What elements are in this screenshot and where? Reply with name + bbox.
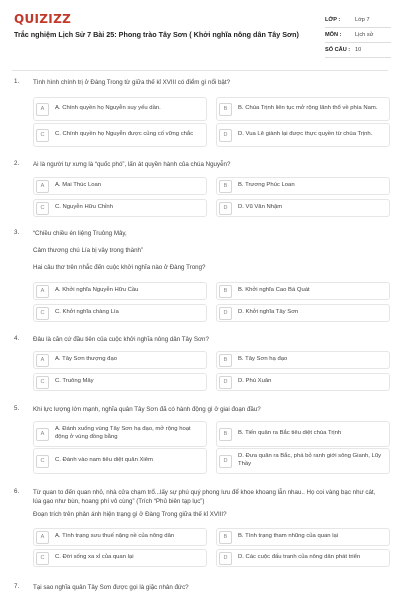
option-text: C. Đánh vào nam tiêu diệt quân Xiêm: [55, 457, 153, 464]
answer-option-a[interactable]: [33, 528, 207, 546]
option-text: A. Tây Sơn thượng đạo: [55, 356, 117, 363]
option-letter-badge: D: [219, 552, 232, 565]
question-line: “Chiều chiều én liệng Truông Mây,: [33, 230, 127, 237]
option-text: D. Các cuộc đấu tranh của nông dân phát triển: [238, 554, 361, 561]
question-line: Cảm thương chú Lía bị vây trong thành”: [33, 247, 144, 254]
meta-value: Lớp 7: [355, 17, 370, 23]
answer-option-d[interactable]: [216, 373, 390, 391]
answer-option-c[interactable]: [33, 549, 207, 567]
answer-option-d[interactable]: [216, 304, 390, 322]
option-text: D. Phú Xuân: [238, 378, 272, 385]
option-letter-badge: B: [219, 354, 232, 367]
answer-option-b[interactable]: [216, 528, 390, 546]
option-letter-badge: A: [36, 354, 49, 367]
answer-options: [33, 528, 388, 565]
option-letter-badge: C: [36, 455, 49, 468]
answer-option-d[interactable]: [216, 123, 390, 147]
answer-option-a[interactable]: [33, 97, 207, 121]
question-line: Ai là người tự xưng là “quốc phó”, lấn át quyền hành của chúa Nguyễn?: [33, 161, 231, 168]
option-text: A. Đánh xuống vùng Tây Sơn hạ đạo, mở rộng hoạt động ở vùng đồng bằng: [55, 426, 191, 440]
question-text: [33, 488, 383, 519]
option-letter-badge: D: [219, 307, 232, 320]
answer-option-d[interactable]: [216, 448, 390, 474]
quizizz-logo: QUIZIZZ: [14, 12, 72, 26]
option-letter-badge: C: [36, 307, 49, 320]
answer-option-b[interactable]: [216, 421, 390, 447]
option-text: B. Khởi nghĩa Cao Bá Quát: [238, 287, 310, 294]
option-letter-badge: A: [36, 531, 49, 544]
option-text: B. Tình trạng tham nhũng của quan lại: [238, 533, 339, 540]
question-line: Từ quan to đến quan nhỏ, nhà cửa chạm trổ...lấy sự phú quý phong lưu để khoe khoang lẫn nhau.. Họ coi vàng bạc như cát, lúa gạo như bùn, hoang phí vô cùng” (Trích “Phủ biên tạp lục”): [33, 489, 376, 505]
question-line: Đoạn trích trên phản ánh hiện trạng gì ở Đàng Trong giữa thế kỉ XVIII?: [33, 511, 227, 518]
option-letter-badge: D: [219, 202, 232, 215]
option-letter-badge: C: [36, 202, 49, 215]
meta-table: [325, 13, 391, 58]
option-letter-badge: B: [219, 180, 232, 193]
option-text: D. Đưa quân ra Bắc, phá bỏ ranh giới sông Gianh, Lũy Thầy: [238, 453, 382, 467]
answer-option-b[interactable]: [216, 97, 390, 121]
answer-options: [33, 177, 388, 215]
option-letter-badge: B: [219, 531, 232, 544]
option-text: B. Tây Sơn hạ đạo: [238, 356, 288, 363]
meta-value: Lịch sử: [355, 32, 374, 38]
answer-options: [33, 351, 388, 389]
meta-label: LỚP :: [325, 17, 341, 23]
option-letter-badge: D: [219, 129, 232, 142]
option-text: A. Tình trạng sưu thuế nặng nề của nông dân: [55, 533, 175, 540]
option-letter-badge: B: [219, 103, 232, 116]
meta-row-count: [325, 43, 391, 58]
answer-option-c[interactable]: [33, 448, 207, 474]
option-letter-badge: A: [36, 103, 49, 116]
meta-label: SỐ CÂU :: [325, 47, 351, 53]
question-number: 6.: [14, 488, 20, 495]
meta-label: MÔN :: [325, 32, 342, 38]
answer-option-d[interactable]: [216, 549, 390, 567]
answer-option-b[interactable]: [216, 177, 390, 195]
option-text: C. Đời sống xa xỉ của quan lại: [55, 554, 134, 561]
option-letter-badge: C: [36, 552, 49, 565]
answer-option-b[interactable]: [216, 282, 390, 300]
option-text: B. Chúa Trịnh liên tục mở rộng lãnh thổ về phía Nam.: [238, 105, 378, 112]
answer-option-d[interactable]: [216, 199, 390, 217]
option-text: D. Khởi nghĩa Tây Sơn: [238, 309, 299, 316]
question-number: 4.: [14, 335, 20, 342]
answer-options: [33, 421, 388, 472]
option-text: A. Chính quyền họ Nguyễn suy yếu dần.: [55, 105, 161, 112]
option-text: B. Tiến quân ra Bắc tiêu diệt chúa Trịnh: [238, 430, 342, 437]
option-letter-badge: B: [219, 428, 232, 441]
question-line: Tình hình chính trị ở Đàng Trong từ giữa thế kỉ XVIII có điểm gì nổi bật?: [33, 79, 231, 86]
answer-option-a[interactable]: [33, 177, 207, 195]
meta-value: 10: [355, 47, 362, 53]
option-text: C. Chính quyền họ Nguyễn được củng cố vững chắc: [55, 131, 194, 138]
question-number: 5.: [14, 405, 20, 412]
option-letter-badge: D: [219, 455, 232, 468]
option-letter-badge: C: [36, 376, 49, 389]
option-letter-badge: B: [219, 285, 232, 298]
meta-row-subject: [325, 28, 391, 43]
answer-option-a[interactable]: [33, 351, 207, 369]
answer-option-c[interactable]: [33, 373, 207, 391]
question-line: Tại sao nghĩa quân Tây Sơn được gọi là giặc nhân đức?: [33, 584, 189, 591]
option-letter-badge: D: [219, 376, 232, 389]
answer-option-c[interactable]: [33, 199, 207, 217]
option-letter-badge: A: [36, 180, 49, 193]
question-line: Hai câu thơ trên nhắc đến cuộc khởi nghĩa nào ở Đàng Trong?: [33, 264, 206, 271]
question-number: 7.: [14, 583, 20, 590]
question-text: [33, 229, 383, 272]
answer-options: [33, 97, 388, 145]
option-text: C. Khởi nghĩa chàng Lía: [55, 309, 119, 316]
question-text: [33, 583, 383, 592]
question-text: [33, 405, 383, 414]
option-text: C. Nguyễn Hữu Chỉnh: [55, 204, 113, 211]
option-text: A. Khởi nghĩa Nguyễn Hữu Cầu: [55, 287, 139, 294]
option-text: B. Trương Phúc Loan: [238, 182, 295, 189]
option-letter-badge: A: [36, 285, 49, 298]
question-number: 3.: [14, 229, 20, 236]
answer-option-b[interactable]: [216, 351, 390, 369]
option-text: D. Vũ Văn Nhậm: [238, 204, 283, 211]
question-text: [33, 78, 383, 87]
answer-options: [33, 282, 388, 320]
answer-option-a[interactable]: [33, 421, 207, 447]
option-text: D. Vua Lê giành lại được thực quyền từ chúa Trịnh.: [238, 131, 373, 138]
question-line: Đâu là căn cứ đầu tiên của cuộc khởi nghĩa nông dân Tây Sơn?: [33, 336, 209, 343]
option-text: A. Mai Thúc Loan: [55, 182, 102, 189]
question-line: Khi lực lượng lớn mạnh, nghĩa quân Tây Sơn đã có hành động gì ở giai đoạn đầu?: [33, 406, 261, 413]
question-number: 2.: [14, 160, 20, 167]
header-divider: [12, 70, 388, 71]
question-text: [33, 335, 383, 344]
option-text: C. Truông Mây: [55, 378, 94, 385]
option-letter-badge: A: [36, 428, 49, 441]
meta-row-class: [325, 13, 391, 28]
page-title: Trắc nghiệm Lịch Sử 7 Bài 25: Phong trào Tây Sơn ( Khởi nghĩa nông dân Tây Sơn): [14, 30, 299, 39]
option-letter-badge: C: [36, 129, 49, 142]
question-number: 1.: [14, 78, 20, 85]
answer-option-c[interactable]: [33, 304, 207, 322]
answer-option-c[interactable]: [33, 123, 207, 147]
answer-option-a[interactable]: [33, 282, 207, 300]
question-text: [33, 160, 383, 169]
